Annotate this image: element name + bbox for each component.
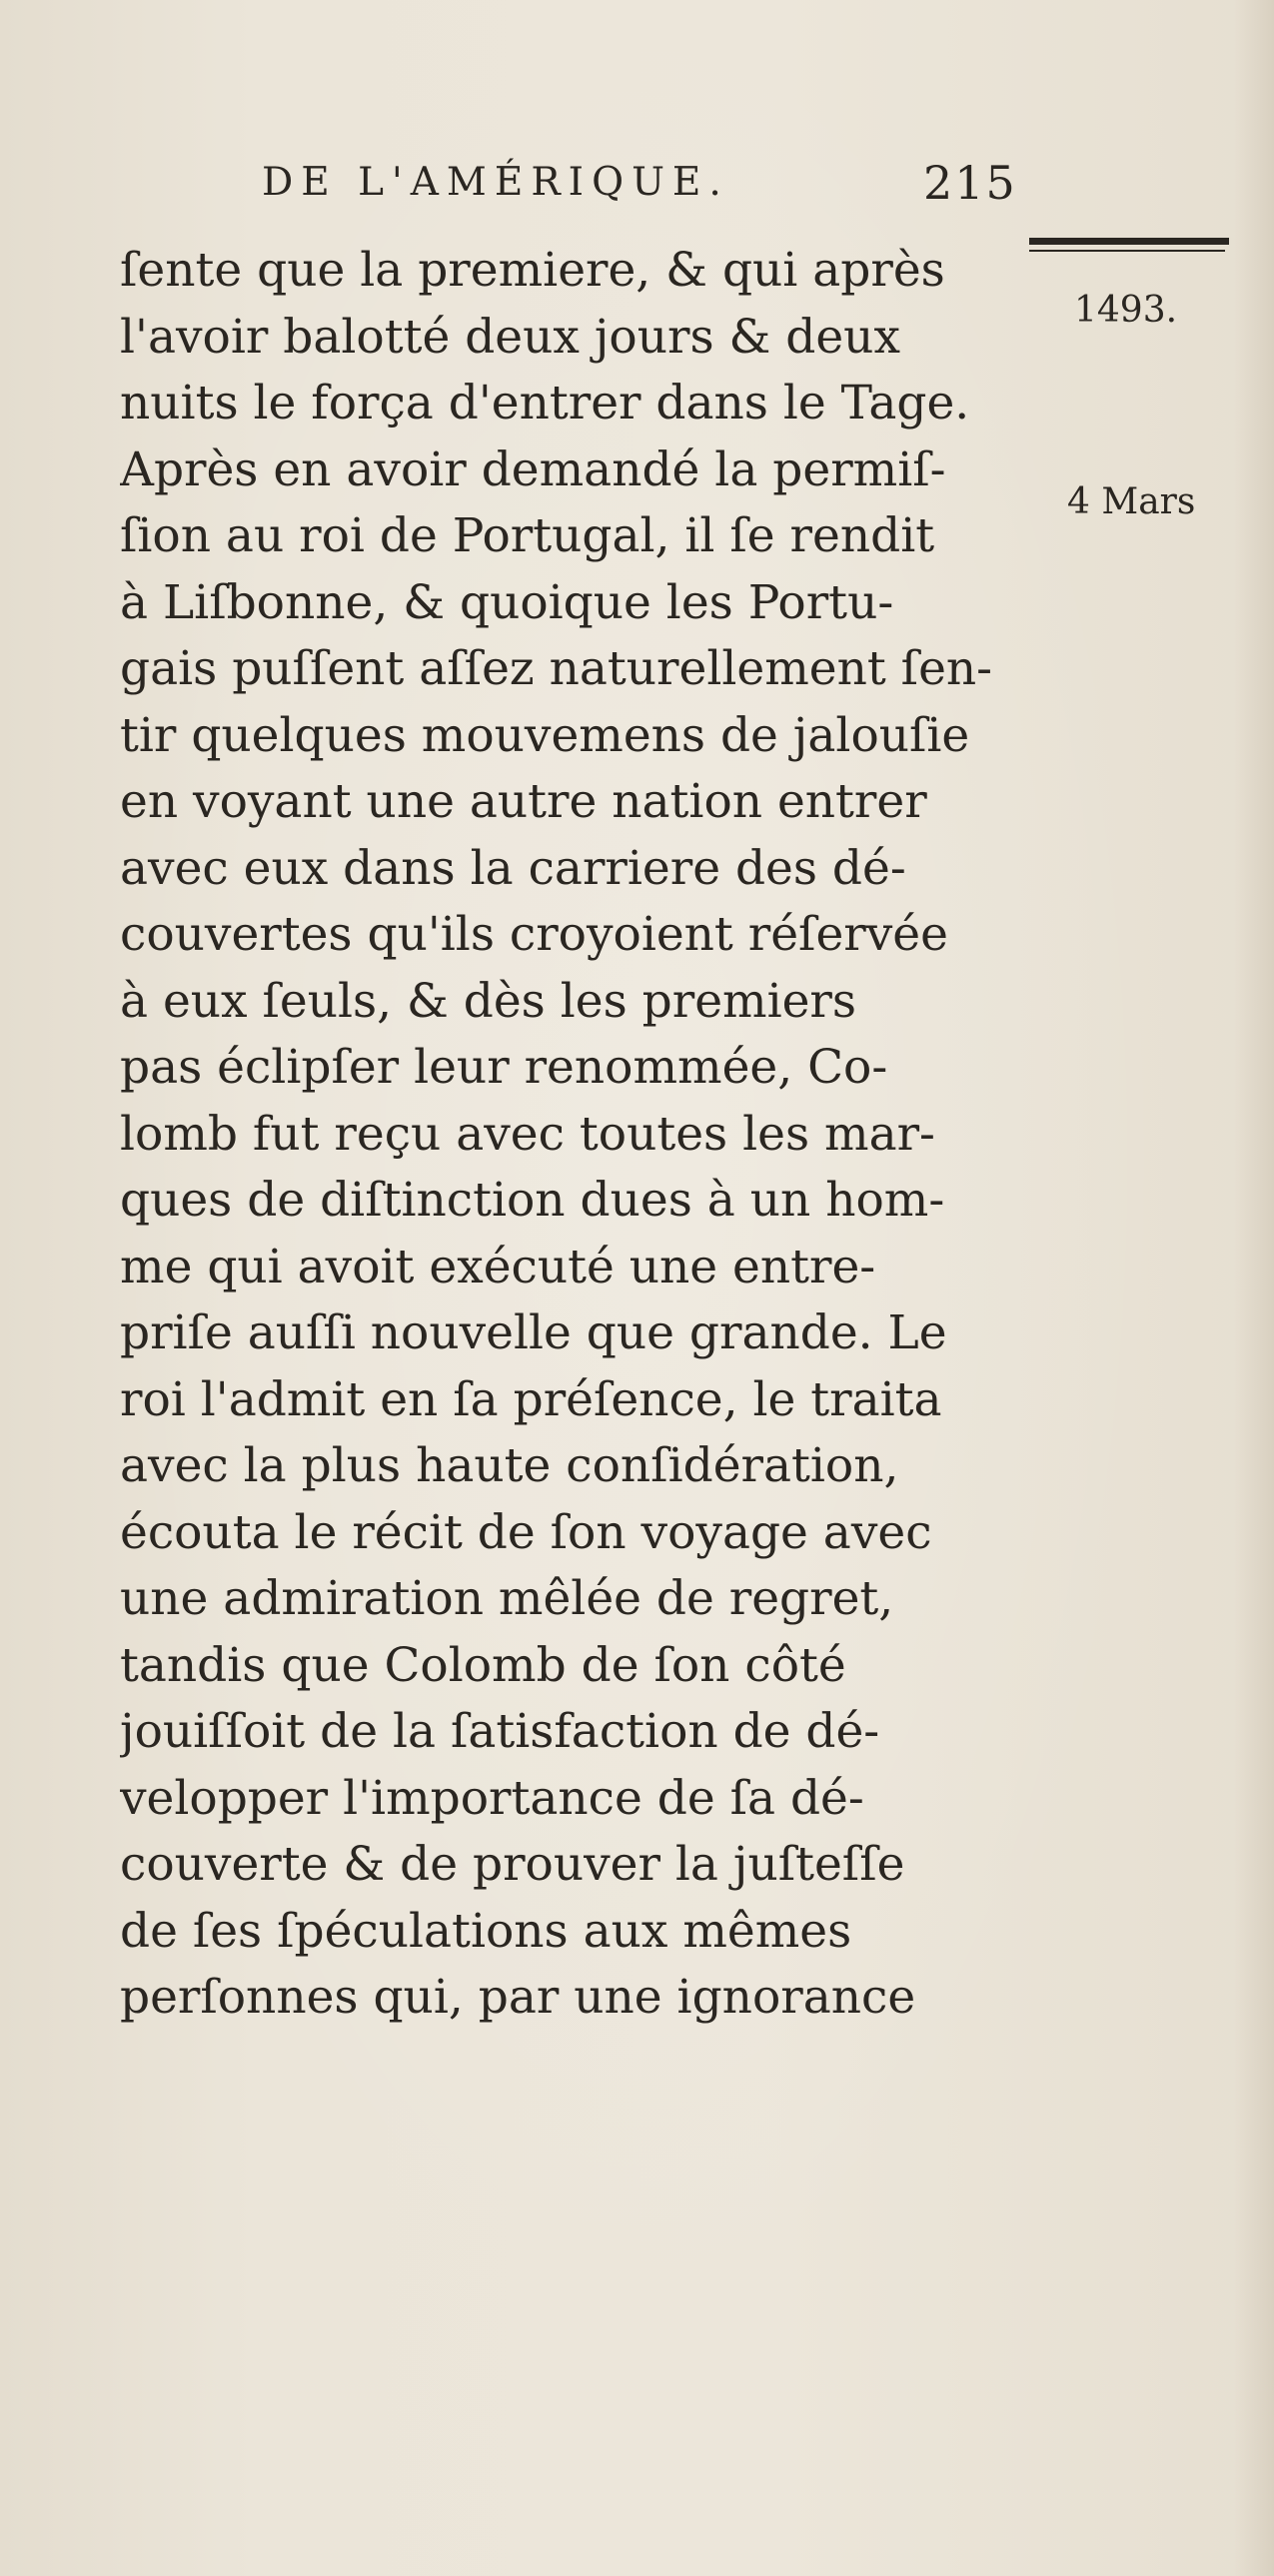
- text-line: Après en avoir demandé la permiſ-: [120, 441, 946, 497]
- text-line: l'avoir balotté deux jours & deux: [120, 309, 900, 365]
- text-line: nuits le força d'entrer dans le Tage.: [120, 376, 970, 430]
- text-line: à eux ſeuls, & dès les premiers: [120, 973, 857, 1029]
- text-line: une admiration mêlée de regret,: [120, 1571, 894, 1626]
- text-line: à Liſbonne, & quoique les Portu-: [120, 574, 894, 630]
- text-line: avec eux dans la carriere des dé-: [120, 840, 906, 896]
- text-line: pas éclipſer leur renommée, Co-: [120, 1040, 888, 1095]
- body-text: [120, 238, 1039, 2032]
- margin-note-year: 1493.: [1074, 290, 1178, 331]
- text-line: me qui avoit exécuté une entre-: [120, 1239, 876, 1294]
- text-line: priſe auſſi nouvelle que grande. Le: [120, 1305, 947, 1360]
- text-line: perſonnes qui, par une ignorance: [120, 1970, 916, 2025]
- text-line: roi l'admit en ſa préſence, le traita: [120, 1371, 942, 1427]
- text-line: de ſes ſpéculations aux mêmes: [120, 1903, 852, 1959]
- text-line: écouta le récit de ſon voyage avec: [120, 1504, 932, 1560]
- text-line: avec la plus haute conſidération,: [120, 1438, 899, 1493]
- text-line: ſion au roi de Portugal, il ſe rendit: [120, 508, 935, 563]
- text-line: tandis que Colomb de ſon côté: [120, 1637, 846, 1693]
- text-line: lomb fut reçu avec toutes les mar-: [120, 1106, 935, 1162]
- running-head: DE L'AMÉRIQUE.: [262, 160, 729, 205]
- margin-rule: [1029, 238, 1229, 245]
- text-line: velopper l'importance de ſa dé-: [120, 1770, 864, 1826]
- page-number: 215: [923, 156, 1017, 210]
- margin-rule-thin: [1029, 250, 1225, 252]
- text-line: ſente que la premiere, & qui après: [120, 243, 945, 298]
- text-line: ques de diſtinction dues à un hom-: [120, 1173, 945, 1228]
- text-line: couvertes qu'ils croyoient réſervée: [120, 907, 948, 962]
- margin-note-date: 4 Mars: [1067, 481, 1196, 522]
- text-line: en voyant une autre nation entrer: [120, 774, 927, 829]
- text-line: jouiſſoit de la ſatisfaction de dé-: [120, 1704, 880, 1759]
- page-edge-shadow: [1234, 0, 1274, 2576]
- text-line: couverte & de prouver la juſteſſe: [120, 1837, 905, 1892]
- text-line: tir quelques mouvemens de jalouſie: [120, 707, 970, 763]
- text-line: gais puſſent aſſez naturellement ſen-: [120, 641, 993, 696]
